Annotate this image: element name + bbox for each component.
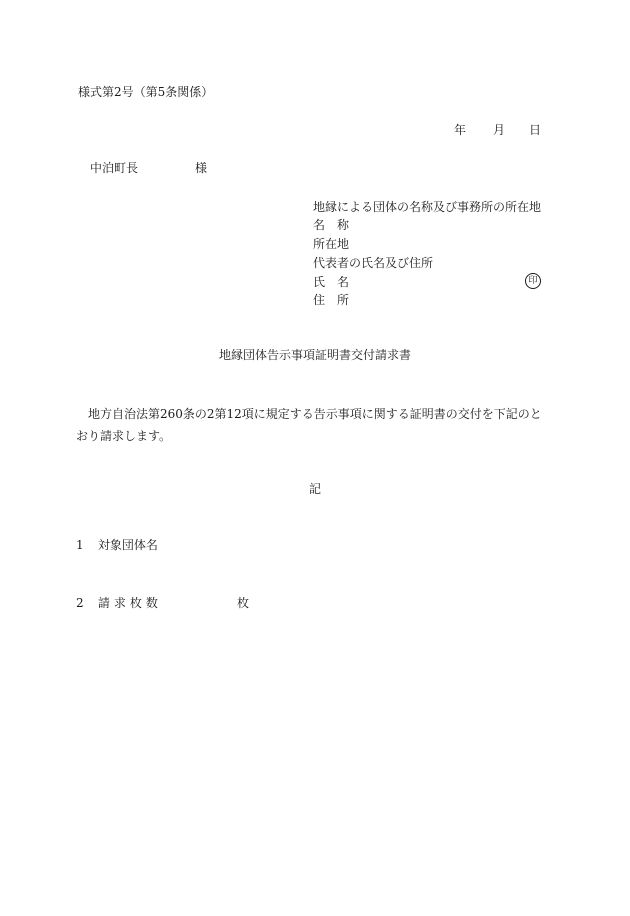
document-title: 地縁団体告示事項証明書交付請求書 [218, 348, 411, 362]
applicant-name-label: 名 称 [313, 218, 350, 232]
seal-mark: 印 [525, 273, 541, 289]
item-label: 対象団体名 [97, 538, 158, 552]
item-number: 2 [76, 596, 84, 610]
applicant-block [313, 199, 543, 311]
item-label: 請求枚数 [97, 596, 162, 610]
date-month-label: 月 [493, 123, 506, 137]
applicant-heading: 地縁による団体の名称及び事務所の所在地 [313, 200, 542, 214]
representative-heading: 代表者の氏名及び住所 [313, 256, 434, 270]
item-number: 1 [76, 538, 84, 552]
body-text: 地方自治法第260条の2第12項に規定する告示事項に関する証明書の交付を下記のとおり請求します。 [76, 407, 542, 443]
item-unit: 枚 [237, 596, 250, 610]
date-year-label: 年 [454, 123, 467, 137]
date-line [454, 122, 544, 138]
ki-heading: 記 [308, 482, 321, 496]
addressee-name: 中泊町長 [90, 161, 139, 175]
item-target-organization [76, 537, 158, 553]
date-day-label: 日 [529, 123, 542, 137]
representative-name-label: 氏 名 [313, 275, 350, 289]
form-number: 様式第2号（第5条関係） [78, 85, 214, 99]
addressee [90, 160, 220, 176]
addressee-honorific: 様 [195, 161, 208, 175]
representative-address-label: 住 所 [313, 293, 350, 307]
item-request-count [76, 595, 250, 611]
applicant-location-label: 所在地 [313, 237, 350, 251]
